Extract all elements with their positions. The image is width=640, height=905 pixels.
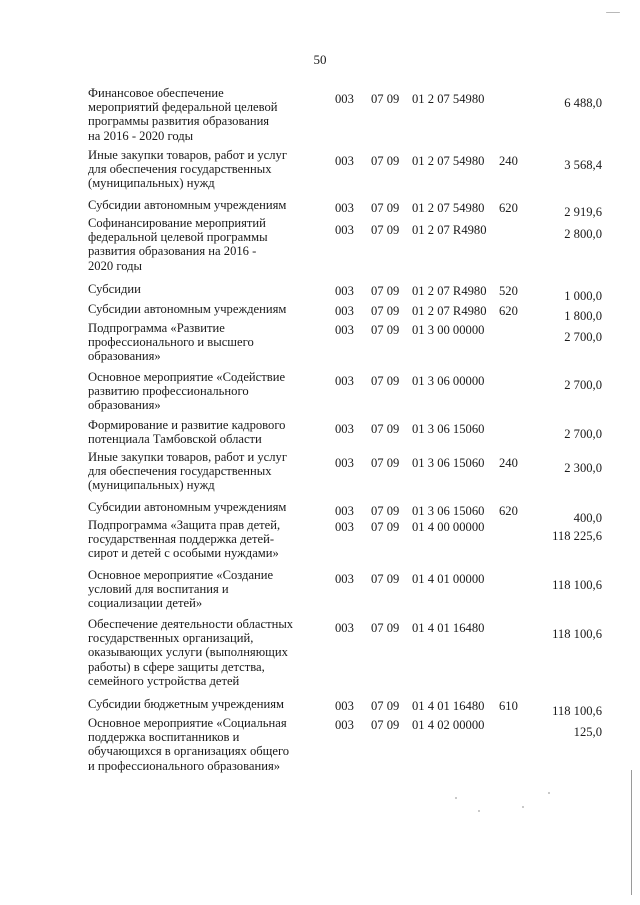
- row-description: Субсидии автономным учреждениям: [88, 198, 287, 212]
- amount: 2 300,0: [564, 461, 602, 475]
- program-code: 01 4 01 00000: [412, 572, 485, 586]
- section-code: 07 09: [371, 201, 400, 215]
- row-description: Иные закупки товаров, работ и услуг для обеспечения государственных (муниципальных) нужд: [88, 450, 288, 493]
- program-code: 01 3 06 15060: [412, 504, 485, 518]
- program-code: 01 3 06 15060: [412, 456, 485, 470]
- section-code: 07 09: [371, 456, 400, 470]
- section-code: 07 09: [371, 699, 400, 713]
- admin-code: 003: [335, 374, 354, 388]
- amount: 2 700,0: [564, 330, 602, 344]
- admin-code: 003: [335, 699, 354, 713]
- amount: 6 488,0: [564, 96, 602, 110]
- program-code: 01 2 07 R4980: [412, 284, 487, 298]
- section-code: 07 09: [371, 572, 400, 586]
- admin-code: 003: [335, 504, 354, 518]
- row-description: Субсидии автономным учреждениям: [88, 302, 287, 316]
- amount: 2 700,0: [564, 378, 602, 392]
- row-description: Подпрограмма «Защита прав детей, государственная поддержка детей- сирот и детей с особыми нуждами»: [88, 518, 281, 561]
- row-description: Субсидии автономным учреждениям: [88, 500, 287, 514]
- amount: 118 225,6: [552, 529, 602, 543]
- section-code: 07 09: [371, 718, 400, 732]
- section-code: 07 09: [371, 154, 400, 168]
- cost-type-code: 610: [499, 699, 518, 713]
- page-number: 50: [313, 52, 327, 67]
- row-description: Основное мероприятие «Создание условий для воспитания и социализации детей»: [88, 568, 274, 611]
- amount: 125,0: [573, 725, 602, 739]
- cost-type-code: 240: [499, 154, 518, 168]
- scan-speck: [478, 810, 480, 812]
- row-description: Субсидии бюджетным учреждениям: [88, 697, 284, 711]
- program-code: 01 4 01 16480: [412, 621, 485, 635]
- amount: 118 100,6: [552, 578, 602, 592]
- row-description: Основное мероприятие «Содействие развитию профессионального образования»: [88, 370, 286, 413]
- section-code: 07 09: [371, 621, 400, 635]
- row-description: Подпрограмма «Развитие профессионального и высшего образования»: [88, 321, 254, 364]
- scan-speck: [606, 12, 620, 13]
- amount: 2 700,0: [564, 427, 602, 441]
- program-code: 01 4 01 16480: [412, 699, 485, 713]
- cost-type-code: 520: [499, 284, 518, 298]
- section-code: 07 09: [371, 284, 400, 298]
- row-description: Основное мероприятие «Социальная поддержка воспитанников и обучающихся в организациях общего и профессионального образования»: [88, 716, 290, 773]
- scan-edge-line: [631, 770, 632, 895]
- admin-code: 003: [335, 520, 354, 534]
- cost-type-code: 620: [499, 504, 518, 518]
- amount: 1 800,0: [564, 309, 602, 323]
- row-description: Иные закупки товаров, работ и услуг для обеспечения государственных (муниципальных) нужд: [88, 148, 288, 191]
- admin-code: 003: [335, 718, 354, 732]
- program-code: 01 2 07 54980: [412, 201, 485, 215]
- program-code: 01 2 07 R4980: [412, 223, 487, 237]
- row-description: Формирование и развитие кадрового потенциала Тамбовской области: [88, 418, 286, 447]
- amount: 400,0: [573, 511, 602, 525]
- program-code: 01 3 06 00000: [412, 374, 485, 388]
- amount: 118 100,6: [552, 627, 602, 641]
- admin-code: 003: [335, 621, 354, 635]
- cost-type-code: 620: [499, 201, 518, 215]
- section-code: 07 09: [371, 223, 400, 237]
- admin-code: 003: [335, 456, 354, 470]
- admin-code: 003: [335, 223, 354, 237]
- row-description: Субсидии: [88, 282, 141, 296]
- section-code: 07 09: [371, 504, 400, 518]
- admin-code: 003: [335, 323, 354, 337]
- section-code: 07 09: [371, 304, 400, 318]
- section-code: 07 09: [371, 374, 400, 388]
- section-code: 07 09: [371, 92, 400, 106]
- scan-speck: [548, 792, 550, 794]
- cost-type-code: 620: [499, 304, 518, 318]
- scan-speck: [522, 806, 524, 808]
- program-code: 01 2 07 54980: [412, 92, 485, 106]
- cost-type-code: 240: [499, 456, 518, 470]
- admin-code: 003: [335, 284, 354, 298]
- section-code: 07 09: [371, 422, 400, 436]
- admin-code: 003: [335, 92, 354, 106]
- program-code: 01 3 00 00000: [412, 323, 485, 337]
- section-code: 07 09: [371, 323, 400, 337]
- program-code: 01 3 06 15060: [412, 422, 485, 436]
- amount: 2 800,0: [564, 227, 602, 241]
- admin-code: 003: [335, 154, 354, 168]
- program-code: 01 2 07 R4980: [412, 304, 487, 318]
- scan-speck: [455, 797, 457, 799]
- program-code: 01 4 00 00000: [412, 520, 485, 534]
- section-code: 07 09: [371, 520, 400, 534]
- row-description: Софинансирование мероприятий федеральной целевой программы развития образования на 2016 - 2020 годы: [88, 216, 268, 273]
- amount: 118 100,6: [552, 704, 602, 718]
- amount: 2 919,6: [564, 205, 602, 219]
- admin-code: 003: [335, 572, 354, 586]
- row-description: Обеспечение деятельности областных государственных организаций, оказывающих услуги (выполняющих работы) в сфере защиты детства, семейного устройства детей: [88, 617, 294, 688]
- amount: 3 568,4: [564, 158, 602, 172]
- row-description: Финансовое обеспечение мероприятий федеральной целевой программы развития образования на 2016 - 2020 годы: [88, 86, 278, 143]
- admin-code: 003: [335, 304, 354, 318]
- admin-code: 003: [335, 422, 354, 436]
- admin-code: 003: [335, 201, 354, 215]
- program-code: 01 4 02 00000: [412, 718, 485, 732]
- amount: 1 000,0: [564, 289, 602, 303]
- program-code: 01 2 07 54980: [412, 154, 485, 168]
